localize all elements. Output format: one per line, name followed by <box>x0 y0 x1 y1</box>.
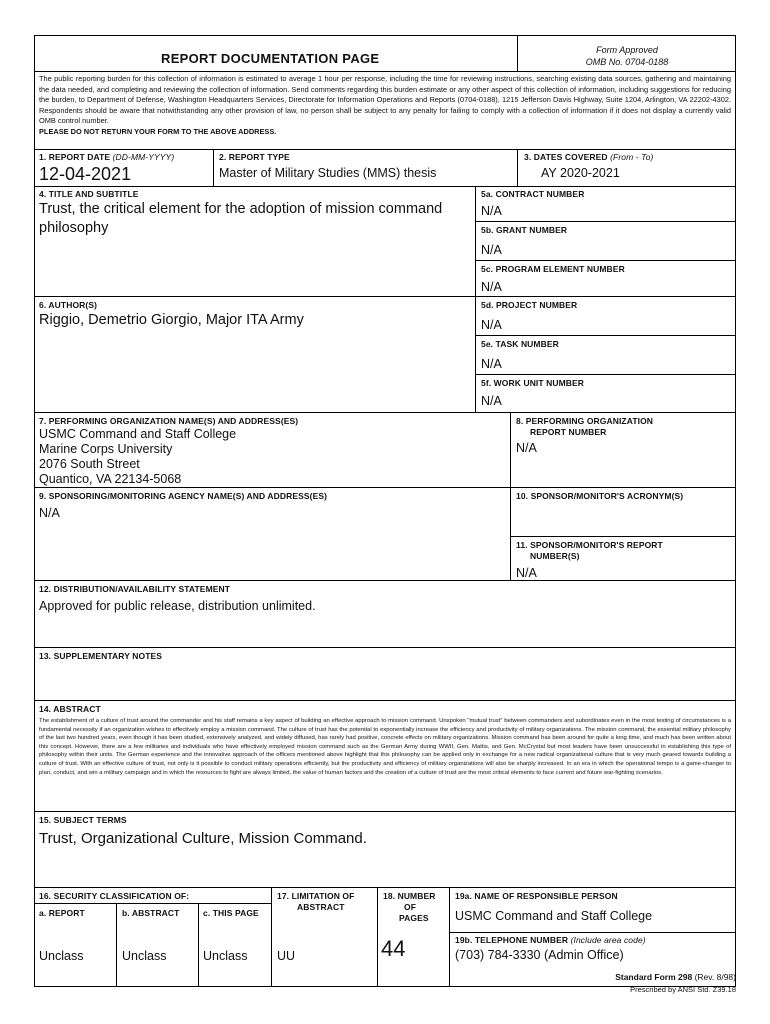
task-number-value[interactable]: N/A <box>481 357 502 371</box>
security-page-label: c. THIS PAGE <box>203 908 259 918</box>
title-value[interactable]: Trust, the critical element for the adoption of mission command philosophy <box>39 201 443 236</box>
sponsoring-agency-value[interactable]: N/A <box>39 506 60 520</box>
divider <box>35 580 735 581</box>
divider <box>35 487 735 488</box>
divider <box>35 71 735 72</box>
grant-number-label: 5b. GRANT NUMBER <box>481 225 568 235</box>
program-element-value[interactable]: N/A <box>481 280 502 294</box>
pages-value[interactable]: 44 <box>381 936 406 961</box>
task-number-label: 5e. TASK NUMBER <box>481 339 559 349</box>
divider <box>35 811 735 812</box>
divider <box>35 700 735 701</box>
standard-form-label: Standard Form 298 <box>615 972 693 982</box>
sponsor-report-label-2: NUMBER(S) <box>530 551 580 561</box>
performing-org-line-2[interactable]: Marine Corps University <box>39 442 173 456</box>
limitation-value[interactable]: UU <box>277 949 296 963</box>
divider <box>475 374 735 375</box>
form-approved-label: Form Approved <box>596 45 658 55</box>
performing-report-label-1: 8. PERFORMING ORGANIZATION <box>516 416 654 426</box>
supplementary-notes-label: 13. SUPPLEMENTARY NOTES <box>39 651 163 661</box>
sponsoring-agency-label: 9. SPONSORING/MONITORING AGENCY NAME(S) AND ADDRESS(ES) <box>39 491 328 501</box>
divider <box>475 335 735 336</box>
abstract-label: 14. ABSTRACT <box>39 704 101 714</box>
performing-report-value[interactable]: N/A <box>516 441 537 455</box>
performing-org-line-1[interactable]: USMC Command and Staff College <box>39 427 237 441</box>
pages-label-2: OF <box>404 902 417 912</box>
subject-terms-value[interactable]: Trust, Organizational Culture, Mission Command. <box>39 830 367 847</box>
divider <box>449 887 450 987</box>
title-label: 4. TITLE AND SUBTITLE <box>39 189 139 199</box>
performing-org-line-3[interactable]: 2076 South Street <box>39 457 140 471</box>
burden-warning: PLEASE DO NOT RETURN YOUR FORM TO THE ABOVE ADDRESS. <box>39 126 277 136</box>
divider <box>35 647 735 648</box>
dates-covered-value[interactable]: AY 2020-2021 <box>541 166 620 180</box>
security-abstract-label: b. ABSTRACT <box>122 908 180 918</box>
divider <box>35 296 735 297</box>
distribution-value[interactable]: Approved for public release, distribution unlimited. <box>39 599 316 613</box>
pages-label-1: 18. NUMBER <box>383 891 436 901</box>
work-unit-label: 5f. WORK UNIT NUMBER <box>481 378 585 388</box>
report-date-label: 1. REPORT DATE (DD-MM-YYYY) <box>39 152 175 162</box>
sponsor-report-label-1: 11. SPONSOR/MONITOR'S REPORT <box>516 540 663 550</box>
divider <box>475 260 735 261</box>
omb-number: OMB No. 0704-0188 <box>585 57 669 67</box>
divider <box>517 36 518 71</box>
report-type-value[interactable]: Master of Military Studies (MMS) thesis <box>219 166 437 180</box>
abstract-text[interactable]: The establishment of a culture of trust around the commander and his staff remains a key aspect of building an effective approach to mission command. Unspoken "mutual trust" between commanders and subordinates even in the most testing of circumstances is a fundamental necessity if an organization wishes to effectively employ a mission command. The culture of trust has the potential to exponentially increase the efficiency and productivity of military organizations. The mission command, the essential military philosophy of the last two hundred years, even though it has been studied, extensively analyzed, and widely diffused, has rarely had positive, concrete effects on military organizations. Mission command has been around for quite a long time, and much has been written about this concept. However, there are a few militaries and individuals who have effectively employed mission command such as the German Army during WWII, Gen. Mattis, and Gen. McCrystal but most leaders have been unsuccessful in establishing this type of philosophy within their units. The German experience and the innovative approach of the officers mentioned above highlight that this philosophy can be applied only in exchange for a new radical organizational culture that is very much geared towards building a culture of trust. With an effective culture of trust, not only is it possible to conduct military operations efficiently, but the productivity and efficiency of military organizations will also be sharply increased. In an era in which the operational tempo is a game-changer to plan, conduct, and win a military campaign and in which the resources to fight are always limited, the value of human factors and the creation of a culture of trust are the most critical elements to face current and future war-fighting scenarios. <box>39 718 731 776</box>
author-label: 6. AUTHOR(S) <box>39 300 98 310</box>
subject-terms-label: 15. SUBJECT TERMS <box>39 815 127 825</box>
form-title: REPORT DOCUMENTATION PAGE <box>161 51 380 66</box>
author-value[interactable]: Riggio, Demetrio Giorgio, Major ITA Army <box>39 312 304 328</box>
standard-form-footer <box>615 972 736 982</box>
contract-number-label: 5a. CONTRACT NUMBER <box>481 189 585 199</box>
sponsor-acronym-label: 10. SPONSOR/MONITOR'S ACRONYM(S) <box>516 491 684 501</box>
divider <box>475 221 735 222</box>
telephone-value[interactable]: (703) 784-3330 (Admin Office) <box>455 948 624 962</box>
prescribed-label: Prescribed by ANSI Std. Z39.18 <box>630 985 736 994</box>
project-number-label: 5d. PROJECT NUMBER <box>481 300 578 310</box>
divider <box>35 887 735 888</box>
burden-statement <box>39 74 731 138</box>
sponsor-report-value[interactable]: N/A <box>516 566 537 580</box>
responsible-person-label: 19a. NAME OF RESPONSIBLE PERSON <box>455 891 618 901</box>
report-date-value[interactable]: 12-04-2021 <box>39 164 132 184</box>
form-approved-box <box>519 44 735 68</box>
distribution-label: 12. DISTRIBUTION/AVAILABILITY STATEMENT <box>39 584 231 594</box>
divider <box>35 186 735 187</box>
divider <box>198 903 199 987</box>
divider <box>213 149 214 186</box>
burden-text: The public reporting burden for this collection of information is estimated to average 1 hour per response, including the time for reviewing instructions, searching existing data sources, gathering and maintaining the data needed, and completing and reviewing the collection of information. Send comments regarding this burden estimate or any other aspect of this collection of information, including suggestions for reducing the burden, to Department of Defense, Washington Headquarters Services, Directorate for Information Operations and Reports (0704-0188), 1215 Jefferson Davis Highway, Suite 1204, Arlington, VA 22202-4302. Respondents should be aware that notwithstanding any other provision of law, no person shall be subject to any penalty for failing to comply with a collection of information if it does not display a currently valid OMB control number. <box>39 74 731 126</box>
performing-report-label-2: REPORT NUMBER <box>530 427 607 437</box>
report-documentation-form <box>34 35 736 987</box>
security-page-value[interactable]: Unclass <box>203 949 248 963</box>
contract-number-value[interactable]: N/A <box>481 204 502 218</box>
divider <box>35 149 735 150</box>
work-unit-value[interactable]: N/A <box>481 394 502 408</box>
revision-label: (Rev. 8/98) <box>694 972 736 982</box>
divider <box>517 149 518 186</box>
security-report-label: a. REPORT <box>39 908 85 918</box>
divider <box>510 536 735 537</box>
project-number-value[interactable]: N/A <box>481 318 502 332</box>
limitation-label-2: ABSTRACT <box>297 902 345 912</box>
security-abstract-value[interactable]: Unclass <box>122 949 167 963</box>
grant-number-value[interactable]: N/A <box>481 243 502 257</box>
divider <box>377 887 378 987</box>
divider <box>449 932 735 933</box>
performing-org-label: 7. PERFORMING ORGANIZATION NAME(S) AND ADDRESS(ES) <box>39 416 299 426</box>
responsible-person-value[interactable]: USMC Command and Staff College <box>455 909 653 923</box>
report-type-label: 2. REPORT TYPE <box>219 152 290 162</box>
divider <box>35 903 271 904</box>
divider <box>510 412 511 580</box>
limitation-label-1: 17. LIMITATION OF <box>277 891 355 901</box>
security-report-value[interactable]: Unclass <box>39 949 84 963</box>
program-element-label: 5c. PROGRAM ELEMENT NUMBER <box>481 264 625 274</box>
performing-org-line-4[interactable]: Quantico, VA 22134-5068 <box>39 472 182 486</box>
telephone-label: 19b. TELEPHONE NUMBER (Include area code) <box>455 935 646 945</box>
divider <box>35 412 735 413</box>
security-classification-label: 16. SECURITY CLASSIFICATION OF: <box>39 891 190 901</box>
dates-covered-label: 3. DATES COVERED (From - To) <box>524 152 654 162</box>
divider <box>271 887 272 987</box>
divider <box>116 903 117 987</box>
divider <box>475 186 476 412</box>
pages-label-3: PAGES <box>399 913 429 923</box>
